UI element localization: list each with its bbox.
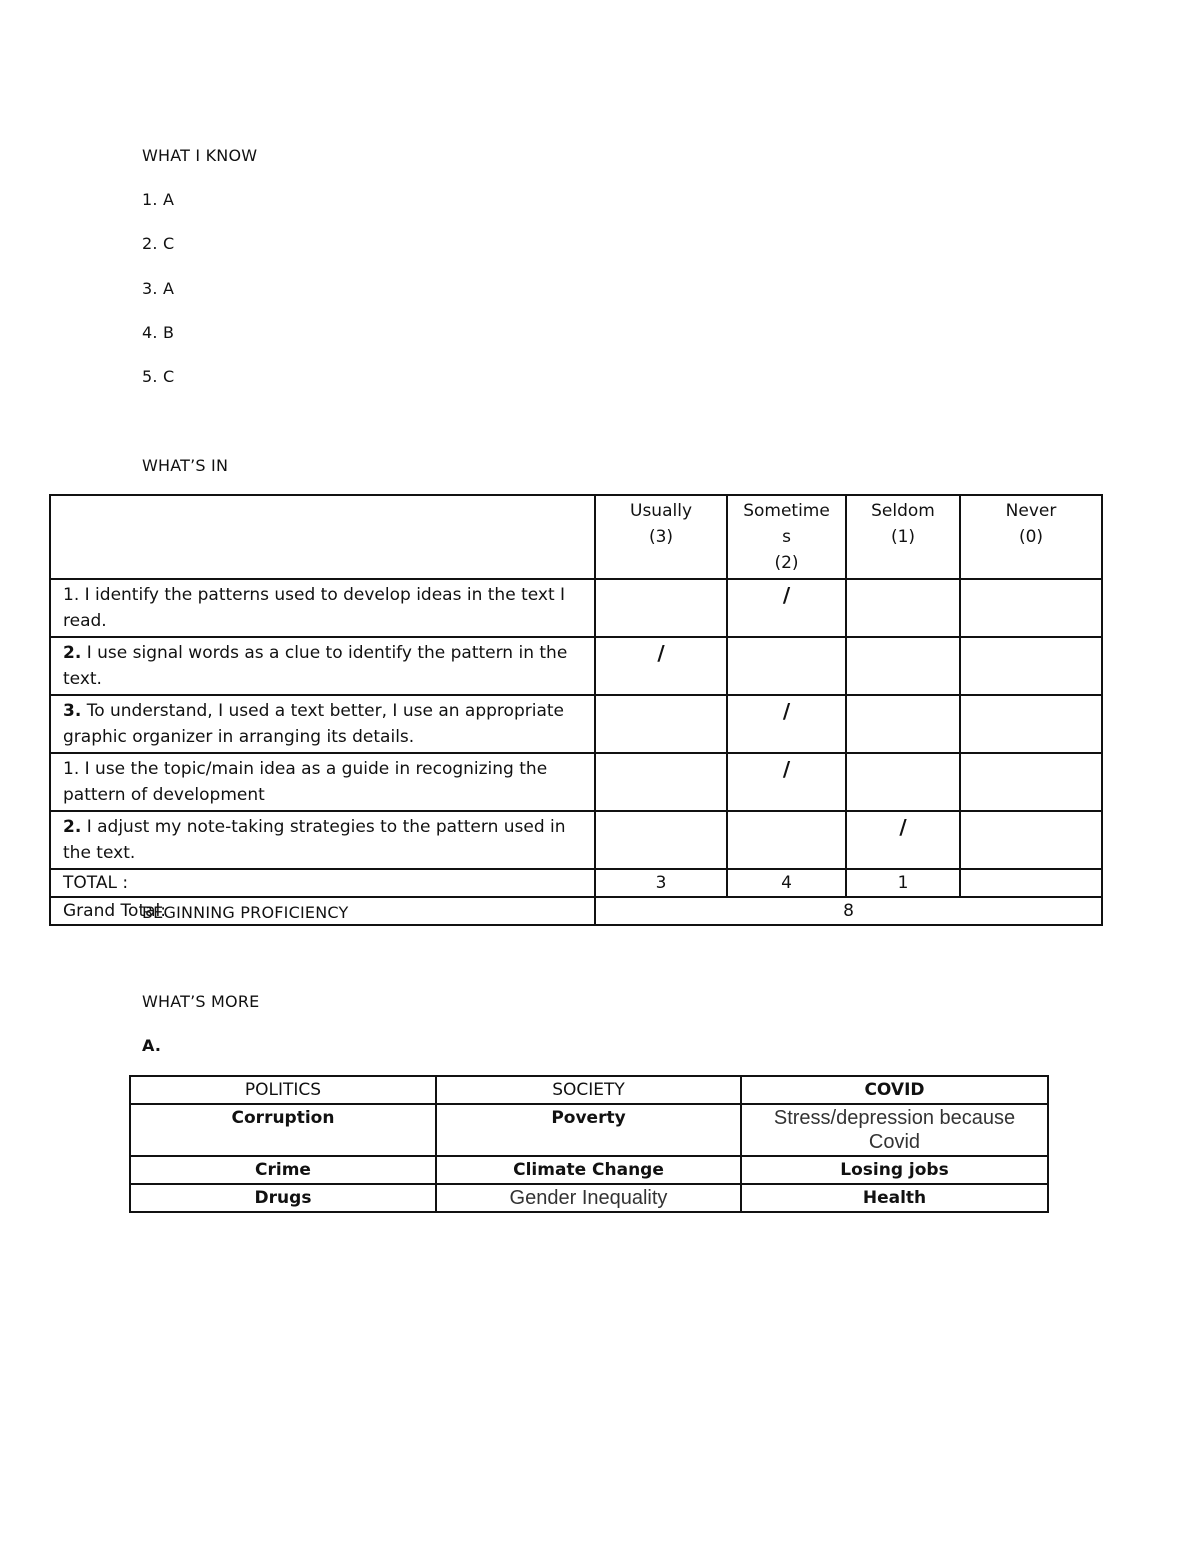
politics-item: Corruption xyxy=(130,1104,436,1156)
statement-cell xyxy=(50,695,595,753)
covid-item: Losing jobs xyxy=(741,1156,1048,1184)
statement-cell xyxy=(50,579,595,637)
statement-number: 2. xyxy=(63,817,82,837)
answer-2: 2. C xyxy=(142,234,175,253)
mark-cell: / xyxy=(727,579,846,637)
mark-cell xyxy=(595,579,727,637)
statement-cell xyxy=(50,753,595,811)
total-seldom: 1 xyxy=(846,869,960,897)
col-score: (2) xyxy=(774,553,799,573)
mark-cell xyxy=(960,579,1102,637)
mark-cell xyxy=(960,753,1102,811)
table-row xyxy=(130,1104,1048,1156)
part-label: A. xyxy=(142,1036,162,1055)
politics-item: Crime xyxy=(130,1156,436,1184)
header-society: SOCIETY xyxy=(436,1076,741,1104)
society-item: Gender Inequality xyxy=(436,1184,741,1212)
mark-cell xyxy=(846,695,960,753)
statement-number: 1. xyxy=(63,585,80,605)
statement-text: I use the topic/main idea as a guide in recognizing the pattern of development xyxy=(63,759,548,805)
total-label: TOTAL : xyxy=(50,869,595,897)
mark-cell xyxy=(727,637,846,695)
col-label: Never xyxy=(1005,501,1057,521)
col-score: (0) xyxy=(1018,527,1044,547)
survey-header-blank xyxy=(50,495,595,579)
header-politics: POLITICS xyxy=(130,1076,436,1104)
mark-cell xyxy=(846,579,960,637)
total-row xyxy=(50,869,1102,897)
topics-table xyxy=(129,1075,1049,1213)
proficiency-result: BEGINNING PROFICIENCY xyxy=(142,903,349,922)
mark-cell: / xyxy=(727,695,846,753)
whats-more-heading: WHAT’S MORE xyxy=(142,992,260,1011)
mark-cell xyxy=(960,811,1102,869)
table-row xyxy=(50,811,1102,869)
mark-cell xyxy=(595,811,727,869)
covid-item: Health xyxy=(741,1184,1048,1212)
table-row xyxy=(50,695,1102,753)
total-sometimes: 4 xyxy=(727,869,846,897)
col-seldom xyxy=(846,495,960,579)
covid-item: Stress/depression because Covid xyxy=(741,1104,1048,1156)
mark-cell xyxy=(846,753,960,811)
mark-cell xyxy=(595,753,727,811)
mark-cell xyxy=(727,811,846,869)
col-label: Usually xyxy=(630,501,692,521)
table-row xyxy=(50,753,1102,811)
statement-text: I adjust my note-taking strategies to the pattern used in the text. xyxy=(63,817,566,863)
total-never xyxy=(960,869,1102,897)
self-assessment-table xyxy=(49,494,1103,926)
what-i-know-heading: WHAT I KNOW xyxy=(142,146,258,165)
mark-cell xyxy=(960,695,1102,753)
statement-text: I identify the patterns used to develop ideas in the text I read. xyxy=(63,585,566,631)
table-row xyxy=(130,1184,1048,1212)
answer-1: 1. A xyxy=(142,190,175,209)
grand-total-label: Grand Total: xyxy=(50,897,595,925)
statement-cell xyxy=(50,811,595,869)
society-item: Climate Change xyxy=(436,1156,741,1184)
statement-text: To understand, I used a text better, I use an appropriate graphic organizer in arranging its details. xyxy=(63,701,564,747)
topics-header-row xyxy=(130,1076,1048,1104)
col-label: Sometime s xyxy=(743,501,830,547)
table-row xyxy=(50,579,1102,637)
col-score: (3) xyxy=(648,527,674,547)
mark-cell: / xyxy=(727,753,846,811)
col-score: (1) xyxy=(890,527,916,547)
col-usually xyxy=(595,495,727,579)
statement-cell xyxy=(50,637,595,695)
answer-5: 5. C xyxy=(142,367,175,386)
total-usually: 3 xyxy=(595,869,727,897)
table-row xyxy=(130,1156,1048,1184)
col-sometimes xyxy=(727,495,846,579)
politics-item: Drugs xyxy=(130,1184,436,1212)
grand-total-value: 8 xyxy=(595,897,1102,925)
statement-text: I use signal words as a clue to identify the pattern in the text. xyxy=(63,643,568,689)
mark-cell: / xyxy=(595,637,727,695)
mark-cell xyxy=(595,695,727,753)
survey-header-row xyxy=(50,495,1102,579)
statement-number: 3. xyxy=(63,701,82,721)
mark-cell: / xyxy=(846,811,960,869)
statement-number: 2. xyxy=(63,643,82,663)
society-item: Poverty xyxy=(436,1104,741,1156)
header-covid: COVID xyxy=(741,1076,1048,1104)
col-label: Seldom xyxy=(871,501,935,521)
col-never xyxy=(960,495,1102,579)
answer-3: 3. A xyxy=(142,279,175,298)
whats-in-heading: WHAT’S IN xyxy=(142,456,229,475)
answer-4: 4. B xyxy=(142,323,175,342)
mark-cell xyxy=(960,637,1102,695)
mark-cell xyxy=(846,637,960,695)
statement-number: 1. xyxy=(63,759,80,779)
table-row xyxy=(50,637,1102,695)
